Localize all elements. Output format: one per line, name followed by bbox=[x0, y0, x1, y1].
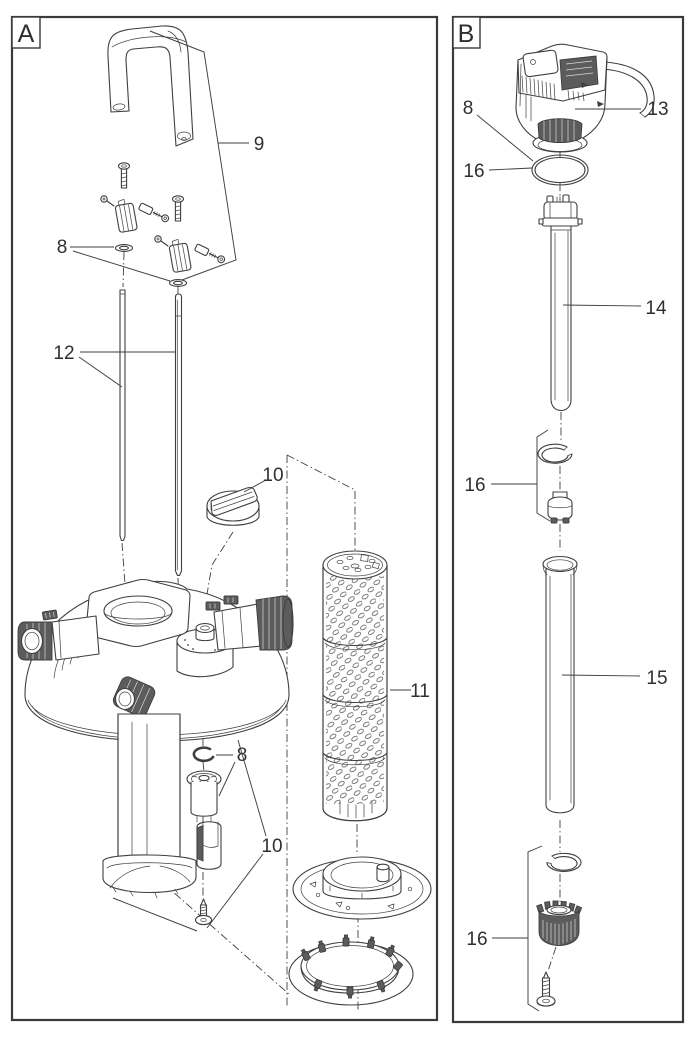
clamp-bolt-right bbox=[194, 244, 225, 264]
panel-b-tag-label: B bbox=[457, 20, 475, 48]
callout-13: 13 bbox=[647, 99, 669, 120]
callout-11: 11 bbox=[410, 681, 430, 702]
uv-lamp-tube bbox=[551, 226, 571, 411]
leader-16-low bbox=[492, 846, 542, 1011]
quartz-glass-tube bbox=[543, 557, 577, 813]
holder-clip bbox=[548, 492, 572, 523]
callout-16-mid: 16 bbox=[464, 475, 486, 496]
lock-ring bbox=[289, 935, 413, 1005]
callout-14: 14 bbox=[645, 298, 667, 319]
strainer-perforations bbox=[326, 576, 384, 804]
callout-16-top: 16 bbox=[463, 161, 485, 182]
rod-clamp-left bbox=[101, 196, 170, 233]
rotor-assembly bbox=[187, 771, 221, 925]
union-nut bbox=[537, 901, 582, 946]
leader-16-mid bbox=[491, 430, 550, 521]
guide-rod-right bbox=[176, 294, 182, 576]
panel-a-tag-label: A bbox=[17, 20, 35, 48]
strainer-cartridge bbox=[323, 551, 387, 821]
callout-16-low: 16 bbox=[466, 929, 488, 950]
carry-handle bbox=[108, 26, 193, 146]
motor-unit bbox=[516, 44, 654, 152]
guide-rod-left bbox=[120, 290, 125, 541]
callout-8-mid: 8 bbox=[236, 745, 248, 766]
callout-12: 12 bbox=[53, 343, 75, 364]
callout-10-top: 10 bbox=[262, 465, 284, 486]
panel-b bbox=[453, 17, 683, 1022]
leader-8-top bbox=[70, 247, 170, 281]
o-ring bbox=[532, 155, 588, 185]
callout-10-low: 10 bbox=[261, 836, 283, 857]
hose-tail-right bbox=[206, 596, 293, 650]
leader-8-b bbox=[477, 115, 533, 161]
pump-head bbox=[18, 580, 293, 932]
spring-clip bbox=[538, 444, 572, 463]
hose-tail-left bbox=[18, 610, 99, 660]
leader-14 bbox=[563, 305, 641, 306]
leader-16-top bbox=[489, 168, 532, 170]
rod-clamp-right bbox=[155, 236, 226, 273]
flange-ring bbox=[293, 857, 431, 919]
washer-left bbox=[116, 245, 133, 252]
adjuster-knob bbox=[207, 488, 259, 526]
leader-12 bbox=[79, 352, 175, 387]
panel-a bbox=[12, 17, 437, 1020]
pump-head-collar bbox=[86, 580, 190, 647]
panel-b-tag bbox=[453, 17, 480, 48]
panel-a-tag bbox=[12, 17, 40, 48]
callout-15: 15 bbox=[646, 668, 668, 689]
callout-9: 9 bbox=[253, 134, 265, 155]
motor-collar bbox=[538, 119, 582, 143]
handle-screw-right bbox=[173, 196, 184, 221]
rotor-screw bbox=[196, 899, 212, 925]
washer-right bbox=[170, 280, 187, 287]
clamp-bolt-left bbox=[138, 203, 169, 223]
callout-8-b: 8 bbox=[462, 98, 474, 119]
power-cable bbox=[640, 113, 645, 117]
handle-screw-left bbox=[119, 163, 130, 188]
lamp-connector bbox=[539, 195, 582, 226]
retainer-ring-b bbox=[547, 853, 581, 871]
pump-head-tube bbox=[103, 714, 197, 931]
retainer-ring-upper bbox=[194, 748, 213, 761]
callout-8-top: 8 bbox=[56, 237, 68, 258]
screw-b bbox=[537, 972, 555, 1006]
